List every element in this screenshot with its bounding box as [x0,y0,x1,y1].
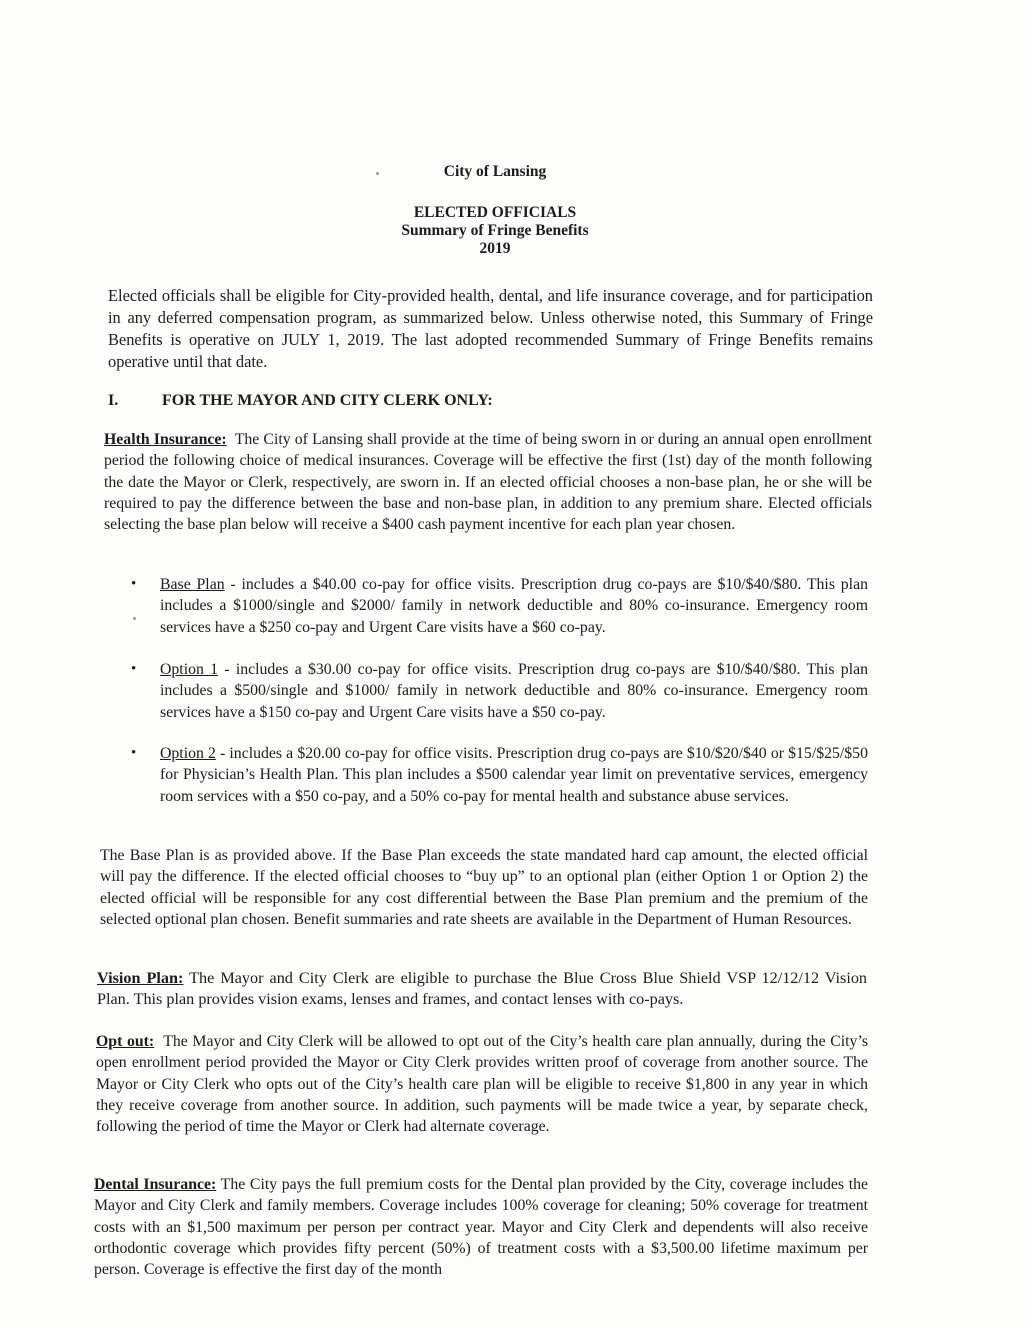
plan-description: - includes a $30.00 co-pay for office visits. Prescription drug co-pays are $10/$40/$80. This plan includes a $500/single and $1000/ family in network deductible and 80% co-insurance. Emergency room services have a $150 co-pay and Urgent Care visits have a $50 co-pay. [160,661,868,721]
dental-insurance-label: Dental Insurance: [94,1176,217,1193]
plan-description: - includes a $20.00 co-pay for office visits. Prescription drug co-pays are $10/$20/$40 or $15/$25/$50 for Physician’s Health Plan. This plan includes a $500 calendar year limit on preventative services, emergency room services with a $50 co-pay, and a 50% co-pay for mental health and substance abuse services. [160,745,868,805]
plan-name: Base Plan [160,576,225,593]
document-header [0,204,990,258]
health-insurance-text: The City of Lansing shall provide at the time of being sworn in or during an annual open enrollment period the following choice of medical insurances. Coverage will be effective the first (1st) day of the month following the date the Mayor or Clerk, respectively, are sworn in. If an elected official chooses a non-base plan, he or she will be required to pay the difference between the base and non-base plan, in addition to any premium share. Elected officials selecting the base plan below will receive a $400 cash payment incentive for each plan year chosen. [104,431,872,534]
vision-plan-paragraph [97,968,867,1011]
bullet-icon: • [131,576,137,592]
section-number: I. [108,392,119,409]
opt-out-paragraph [96,1031,868,1137]
scan-speck [376,172,379,175]
health-insurance-paragraph [104,429,872,535]
section-title: FOR THE MAYOR AND CITY CLERK ONLY: [162,392,493,409]
plan-description: - includes a $40.00 co-pay for office visits. Prescription drug co-pays are $10/$40/$80. This plan includes a $1000/single and $2000/ family in network deductible and 80% co-insurance. Emergency room services have a $250 co-pay and Urgent Care visits have a $60 co-pay. [160,576,868,636]
dental-insurance-text: The City pays the full premium costs for the Dental plan provided by the City, coverage includes the Mayor and City Clerk and family members. Coverage includes 100% coverage for cleaning; 50% coverage for treatment costs with an $1,500 maximum per person per contract year. Mayor and City Clerk and dependents will also receive orthodontic coverage which provides fifty percent (50%) of treatment costs with a $3,500.00 lifetime maximum per person. Coverage is effective the first day of the month [94,1176,869,1279]
vision-plan-label: Vision Plan: [97,969,184,987]
plan-list-item [131,659,868,723]
bullet-icon: • [131,661,137,677]
base-plan-paragraph: The Base Plan is as provided above. If the Base Plan exceeds the state mandated hard cap amount, the elected official will pay the difference. If the elected official chooses to “buy up” to an optional plan (either Option 1 or Option 2) the elected official will be responsible for any cost differential between the Base Plan premium and the premium of the selected optional plan chosen. Benefit summaries and rate sheets are available in the Department of Human Resources. [100,847,868,928]
document-year: 2019 [479,240,511,257]
opt-out-label: Opt out: [96,1033,155,1050]
plan-list-item [131,574,868,638]
vision-plan-text: The Mayor and City Clerk are eligible to purchase the Blue Cross Blue Shield VSP 12/12/12 Vision Plan. This plan provides vision exams, lenses and frames, and contact lenses with co-pays. [97,969,868,1009]
health-insurance-label: Health Insurance: [104,431,227,448]
bullet-icon: • [131,745,137,761]
dental-insurance-paragraph [94,1174,868,1280]
city-name: City of Lansing [443,163,547,180]
plan-list-item [131,743,868,807]
document-subtitle: Summary of Fringe Benefits [401,222,589,239]
section-heading [108,392,493,410]
plan-name: Option 1 [160,661,219,678]
intro-paragraph: Elected officials shall be eligible for City-provided health, dental, and life insurance coverage, and for participation in any deferred compensation program, as summarized below. Unless otherwise noted, this Summary of Fringe Benefits is operative on JULY 1, 2019. The last adopted recommended Summary of Fringe Benefits remains operative until that date. [108,286,873,371]
plan-name: Option 2 [160,745,216,762]
scan-speck [133,617,136,620]
opt-out-text: The Mayor and City Clerk will be allowed to opt out of the City’s health care plan annually, during the City’s open enrollment period provided the Mayor or City Clerk provides written proof of coverage from another source. The Mayor or City Clerk who opts out of the City’s health care plan will be eligible to receive $1,800 in any year in which they receive coverage from another source. In addition, such payments will be made twice a year, by separate check, following the period of time the Mayor or Clerk had alternate coverage. [96,1033,868,1136]
document-title: ELECTED OFFICIALS [413,204,577,221]
